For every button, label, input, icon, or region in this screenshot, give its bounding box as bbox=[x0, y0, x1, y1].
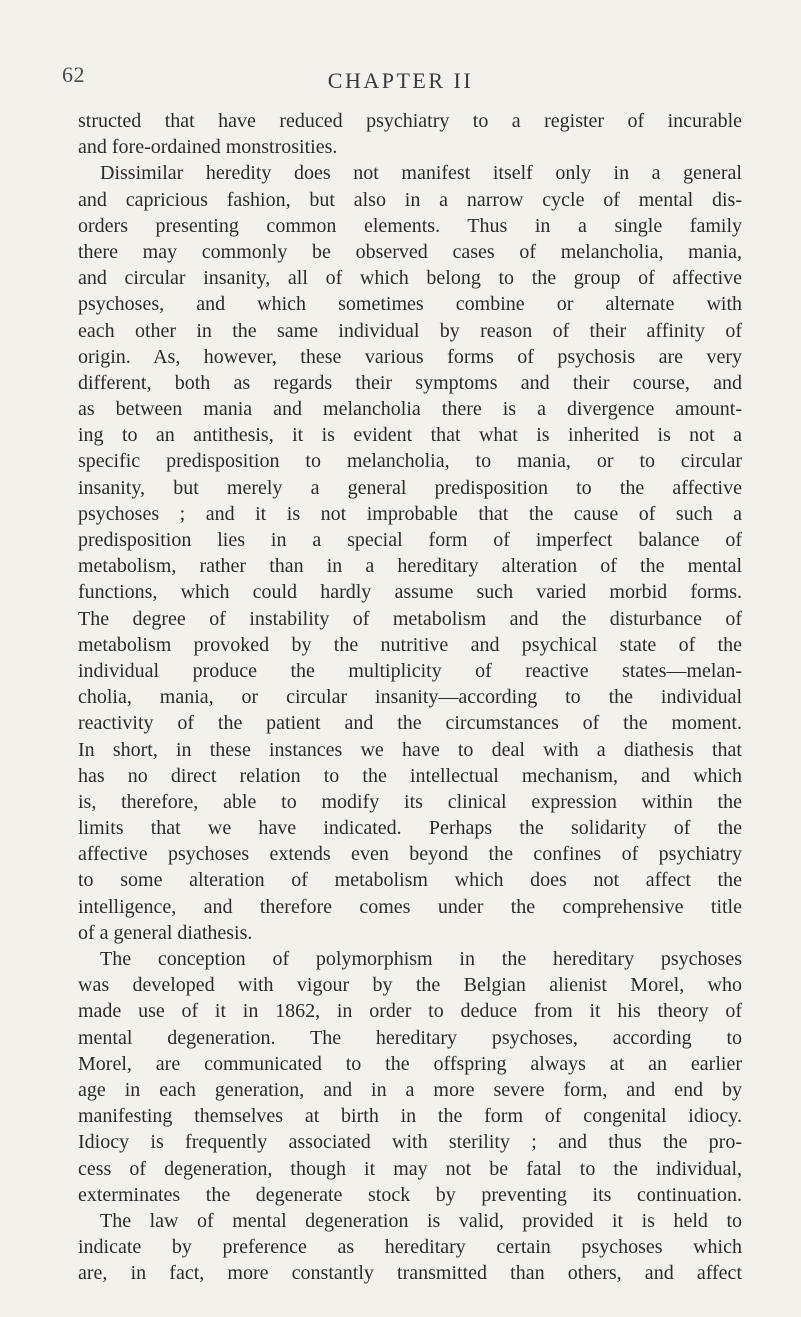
text-line: different, both as regards their symptoms and their course, and bbox=[78, 371, 742, 394]
text-line: are, in fact, more constantly transmitted than others, and affect bbox=[78, 1262, 742, 1285]
text-line: and circular insanity, all of which belong to the group of affective bbox=[78, 267, 742, 290]
text-line: The degree of instability of metabolism and the disturbance of bbox=[78, 607, 742, 630]
text-line: Dissimilar heredity does not manifest itself only in a general bbox=[100, 162, 742, 185]
text-line: has no direct relation to the intellectual mechanism, and which bbox=[78, 764, 742, 787]
text-line: and capricious fashion, but also in a narrow cycle of mental dis- bbox=[78, 188, 742, 211]
text-line: psychoses, and which sometimes combine or alternate with bbox=[78, 293, 742, 316]
text-line: metabolism provoked by the nutritive and psychical state of the bbox=[78, 633, 742, 656]
running-head bbox=[0, 62, 801, 94]
text-line: exterminates the degenerate stock by preventing its continuation. bbox=[78, 1183, 742, 1206]
text-line: there may commonly be observed cases of melancholia, mania, bbox=[78, 240, 742, 263]
text-line: In short, in these instances we have to deal with a diathesis that bbox=[78, 738, 742, 761]
text-line: cess of degeneration, though it may not be fatal to the individual, bbox=[78, 1157, 742, 1180]
text-line: insanity, but merely a general predisposition to the affective bbox=[78, 476, 742, 499]
text-line: The conception of polymorphism in the hereditary psychoses bbox=[100, 948, 742, 970]
text-line: predisposition lies in a special form of imperfect balance of bbox=[78, 529, 742, 551]
text-line: manifesting themselves at birth in the form of congenital idiocy. bbox=[78, 1105, 742, 1128]
text-line: structed that have reduced psychiatry to a register of incurable bbox=[78, 110, 742, 132]
chapter-title: CHAPTER II bbox=[327, 68, 474, 93]
text-line: mental degeneration. The hereditary psychoses, according to bbox=[78, 1026, 742, 1049]
text-line: age in each generation, and in a more severe form, and end by bbox=[78, 1078, 742, 1101]
text-line: limits that we have indicated. Perhaps the solidarity of the bbox=[78, 817, 742, 840]
text-line: of a general diathesis. bbox=[78, 921, 253, 944]
text-line: The law of mental degeneration is valid, provided it is held to bbox=[100, 1209, 742, 1232]
text-line: was developed with vigour by the Belgian alienist Morel, who bbox=[78, 974, 742, 997]
text-line: ing to an antithesis, it is evident that what is inherited is not a bbox=[78, 424, 742, 447]
text-line: as between mania and melancholia there is a divergence amount- bbox=[78, 398, 742, 421]
text-line: individual produce the multiplicity of reactive states—melan- bbox=[78, 659, 742, 682]
text-line: to some alteration of metabolism which does not affect the bbox=[78, 869, 742, 892]
text-line: each other in the same individual by reason of their affinity of bbox=[78, 319, 742, 342]
body-text bbox=[78, 108, 742, 1286]
text-line: indicate by preference as hereditary certain psychoses which bbox=[78, 1236, 742, 1259]
text-line: cholia, mania, or circular insanity—according to the individual bbox=[78, 686, 742, 709]
text-line: psychoses ; and it is not improbable that the cause of such a bbox=[78, 502, 742, 525]
text-line: and fore-ordained monstrosities. bbox=[78, 136, 338, 159]
text-line: Idiocy is frequently associated with sterility ; and thus the pro- bbox=[78, 1131, 742, 1154]
text-line: orders presenting common elements. Thus in a single family bbox=[78, 214, 742, 237]
text-line: Morel, are communicated to the offspring always at an earlier bbox=[78, 1052, 742, 1075]
text-line: intelligence, and therefore comes under the comprehensive title bbox=[78, 895, 742, 918]
text-line: affective psychoses extends even beyond the confines of psychiatry bbox=[78, 843, 742, 866]
text-line: functions, which could hardly assume such varied morbid forms. bbox=[78, 581, 742, 604]
text-line: metabolism, rather than in a hereditary alteration of the mental bbox=[78, 555, 742, 578]
page-number: 62 bbox=[62, 62, 85, 87]
text-line: reactivity of the patient and the circumstances of the moment. bbox=[78, 712, 742, 735]
text-line: origin. As, however, these various forms of psychosis are very bbox=[78, 345, 742, 368]
text-line: made use of it in 1862, in order to deduce from it his theory of bbox=[78, 1000, 742, 1023]
text-line: specific predisposition to melancholia, to mania, or to circular bbox=[78, 450, 742, 473]
text-line: is, therefore, able to modify its clinical expression within the bbox=[78, 790, 742, 813]
